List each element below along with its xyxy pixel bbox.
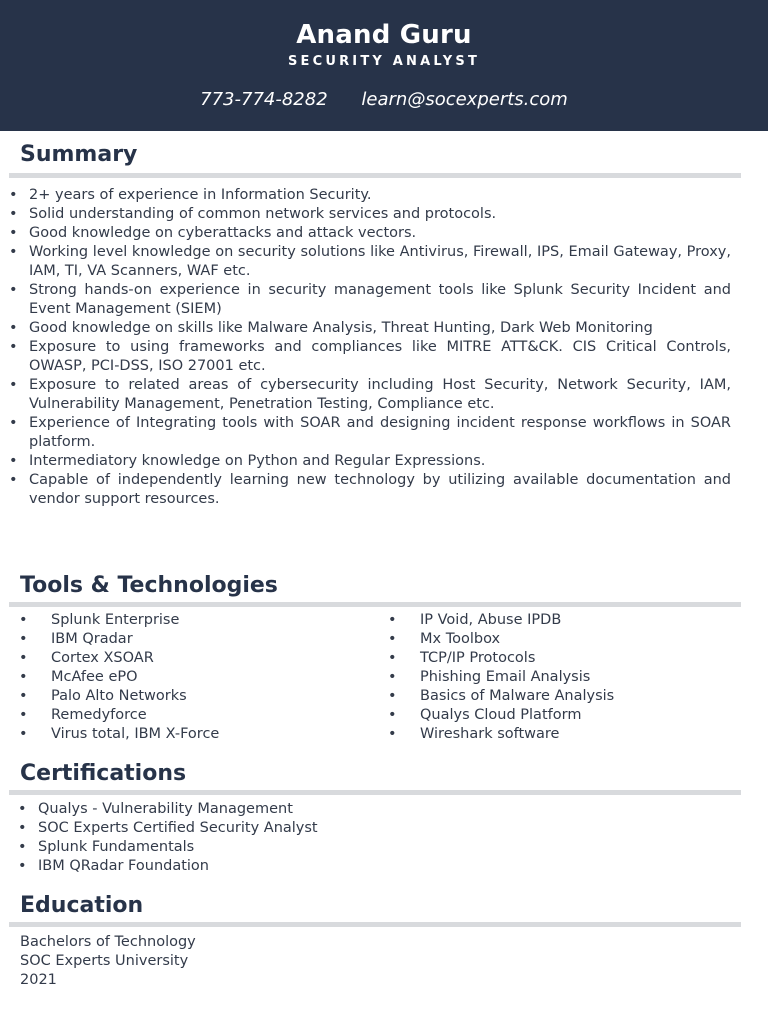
tool-item: • Phishing Email Analysis xyxy=(388,668,614,687)
certifications-divider xyxy=(9,790,741,795)
tool-item: • Wireshark software xyxy=(388,725,614,744)
education-year: 2021 xyxy=(20,972,57,988)
summary-item: • Good knowledge on cyberattacks and attack vectors. xyxy=(9,224,731,243)
summary-item: • Exposure to using frameworks and compliances like MITRE ATT&CK. CIS Critical Controls, OWASP, PCI-DSS, ISO 27001 etc. xyxy=(9,338,731,376)
education-block xyxy=(20,933,196,990)
resume-header xyxy=(0,0,768,131)
summary-item: • Working level knowledge on security solutions like Antivirus, Firewall, IPS, Email Gateway, Proxy, IAM, TI, VA Scanners, WAF etc. xyxy=(9,243,731,281)
certification-item: • SOC Experts Certified Security Analyst xyxy=(18,819,318,838)
tool-item: • McAfee ePO xyxy=(19,668,219,687)
summary-item: • Good knowledge on skills like Malware Analysis, Threat Hunting, Dark Web Monitoring xyxy=(9,319,731,338)
summary-divider xyxy=(9,173,741,178)
summary-heading: Summary xyxy=(20,142,138,167)
tool-item: • Basics of Malware Analysis xyxy=(388,687,614,706)
tool-item: • Qualys Cloud Platform xyxy=(388,706,614,725)
tool-item: • IBM Qradar xyxy=(19,630,219,649)
summary-item: • Exposure to related areas of cybersecurity including Host Security, Network Security, IAM, Vulnerability Management, Penetration Testing, Compliance etc. xyxy=(9,376,731,414)
summary-item: • Solid understanding of common network services and protocols. xyxy=(9,205,731,224)
summary-list xyxy=(9,186,731,509)
tools-list-right xyxy=(388,611,614,744)
summary-item: • Capable of independently learning new technology by utilizing available documentation and vendor support resources. xyxy=(9,471,731,509)
certification-item: • Qualys - Vulnerability Management xyxy=(18,800,318,819)
education-heading: Education xyxy=(20,893,144,918)
tool-item: • IP Void, Abuse IPDB xyxy=(388,611,614,630)
summary-item: • Intermediatory knowledge on Python and Regular Expressions. xyxy=(9,452,731,471)
tool-item: • Mx Toolbox xyxy=(388,630,614,649)
tool-item: • Cortex XSOAR xyxy=(19,649,219,668)
summary-item: • Strong hands-on experience in security management tools like Splunk Security Incident and Event Management (SIEM) xyxy=(9,281,731,319)
summary-item: • 2+ years of experience in Information Security. xyxy=(9,186,731,205)
tool-item: • Virus total, IBM X-Force xyxy=(19,725,219,744)
candidate-name: Anand Guru xyxy=(296,20,472,50)
summary-item: • Experience of Integrating tools with SOAR and designing incident response workflows in SOAR platform. xyxy=(9,414,731,452)
tools-list-left xyxy=(19,611,219,744)
contact-line xyxy=(0,89,768,110)
education-school: SOC Experts University xyxy=(20,953,189,969)
education-degree: Bachelors of Technology xyxy=(20,934,196,950)
tools-heading: Tools & Technologies xyxy=(20,573,278,598)
certification-item: • Splunk Fundamentals xyxy=(18,838,318,857)
email-address: learn@socexperts.com xyxy=(361,89,568,110)
certification-item: • IBM QRadar Foundation xyxy=(18,857,318,876)
job-title: SECURITY ANALYST xyxy=(287,54,481,69)
certifications-list xyxy=(18,800,318,876)
tool-item: • Palo Alto Networks xyxy=(19,687,219,706)
tools-divider xyxy=(9,602,741,607)
certifications-heading: Certifications xyxy=(20,761,187,786)
phone-number: 773-774-8282 xyxy=(200,89,328,110)
tool-item: • Splunk Enterprise xyxy=(19,611,219,630)
education-divider xyxy=(9,922,741,927)
tool-item: • Remedyforce xyxy=(19,706,219,725)
tool-item: • TCP/IP Protocols xyxy=(388,649,614,668)
